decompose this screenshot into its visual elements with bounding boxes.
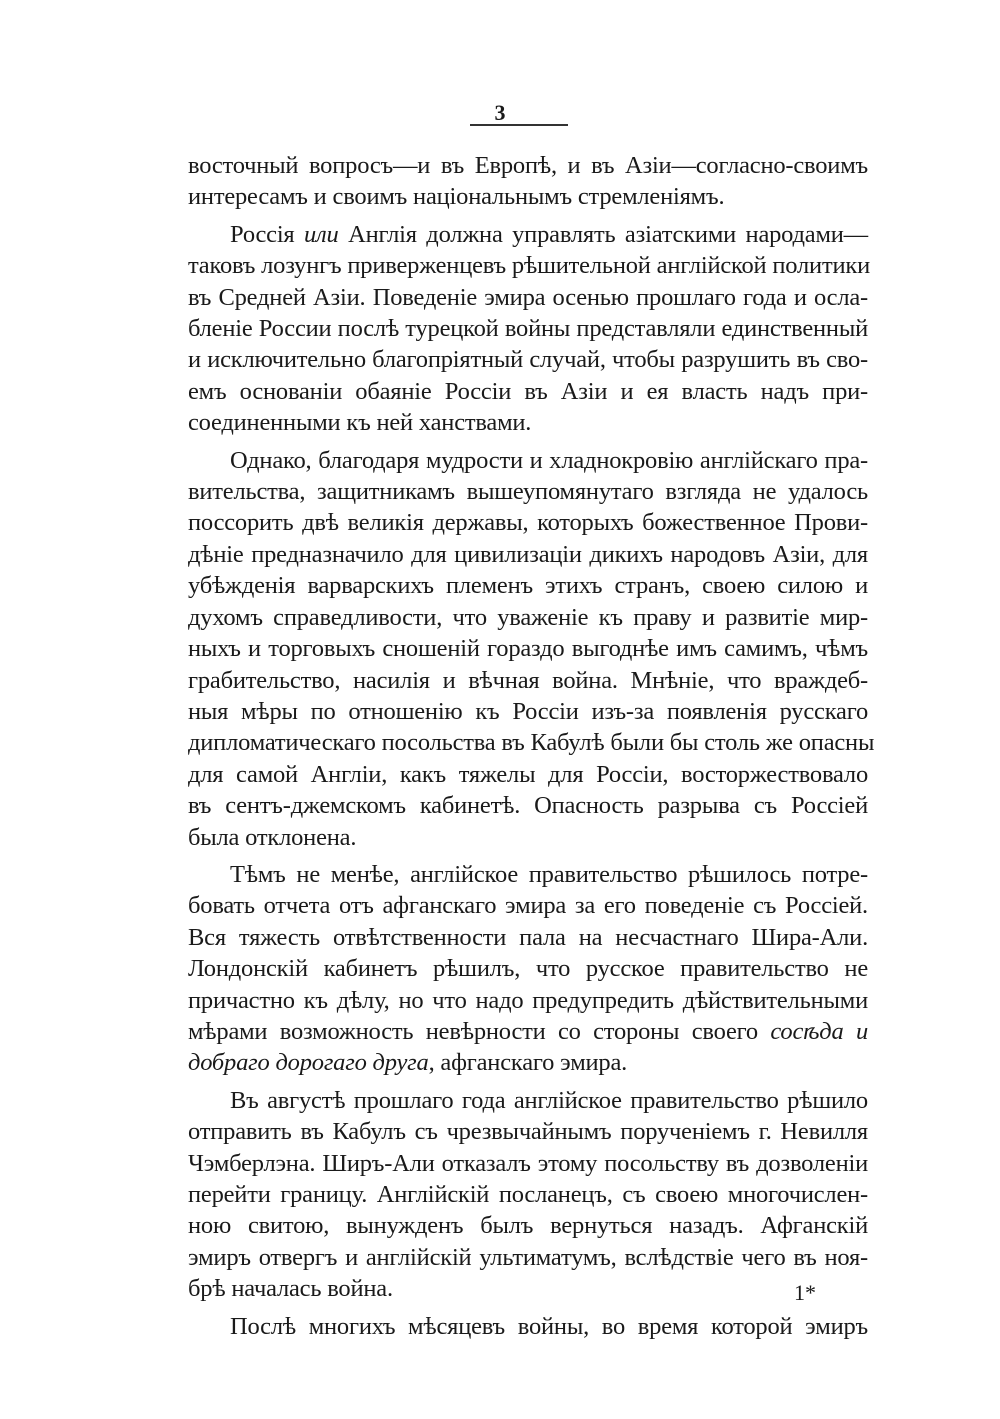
- text-line: [188, 1047, 868, 1078]
- text-line: бленіе России послѣ турецкой войны представляли единственный: [188, 315, 868, 343]
- text-line: причастно къ дѣлу, но что надо предупредить дѣйствительными: [188, 986, 868, 1014]
- text-line: Вся тяжесть отвѣтственности пала на несчастнаго Шира-Али.: [188, 923, 868, 951]
- text-line: поссорить двѣ великія державы, которыхъ божественное Прови-: [188, 509, 868, 537]
- page-number: 3: [494, 100, 506, 125]
- text-line: [188, 219, 868, 250]
- paragraph-3: [188, 445, 875, 853]
- text-line: ною свитою, вынужденъ былъ вернуться назадъ. Афганскій: [188, 1212, 868, 1240]
- page-number-rule: [470, 124, 568, 126]
- paragraph-2: [188, 219, 871, 439]
- text-line: восточный вопросъ—и въ Европѣ, и въ Азіи—согласно-своимъ: [188, 152, 868, 179]
- text-line: была отклонена.: [188, 823, 357, 851]
- text-run: , афганскаго эмира.: [428, 1049, 628, 1077]
- text-line: въ сентъ-джемскомъ кабинетѣ. Опасность разрыва съ Россіей: [188, 792, 868, 820]
- italic-text-run: добраго дорогаго друга: [188, 1049, 429, 1077]
- text-line: убѣжденія варварскихъ племенъ этихъ странъ, своею силою и: [188, 572, 868, 600]
- text-line: въ Средней Азіи. Поведеніе эмира осенью прошлаго года и осла-: [188, 283, 868, 311]
- text-line: Чэмберлэна. Ширъ-Али отказалъ этому посольству въ дозволеніи: [188, 1149, 868, 1177]
- paragraph-6: [188, 1311, 868, 1342]
- text-line: соединенными къ ней ханствами.: [188, 409, 532, 437]
- paragraph-5: [188, 1085, 868, 1305]
- text-line: емъ основаніи обаяніе Россіи въ Азіи и ея власть надъ при-: [188, 377, 868, 405]
- text-line: интересамъ и своимъ національнымъ стремленіямъ.: [188, 183, 725, 211]
- text-line: дипломатическаго посольства въ Кабулѣ были бы столь же опасны: [188, 729, 875, 757]
- text-line: духомъ справедливости, что уваженіе къ праву и развитіе мир-: [188, 603, 868, 631]
- text-line: бовать отчета отъ афганскаго эмира за его поведеніе съ Россіей.: [188, 892, 868, 920]
- italic-text-run: сосѣда и: [770, 1017, 868, 1045]
- text-line: таковъ лозунгъ приверженцевъ рѣшительной англійской политики: [188, 252, 871, 280]
- text-line: Послѣ многихъ мѣсяцевъ войны, во время которой эмиръ: [230, 1312, 868, 1340]
- text-line: ныхъ и торговыхъ сношеній гораздо выгоднѣе имъ самимъ, чѣмъ: [188, 635, 868, 663]
- text-line: для самой Англіи, какъ тяжелы для Россіи, восторжествовало: [188, 760, 868, 788]
- text-line: отправить въ Кабулъ съ чрезвычайнымъ порученіемъ г. Невилля: [188, 1118, 868, 1146]
- text-line: Тѣмъ не менѣе, англійское правительство рѣшилось потре-: [230, 860, 868, 888]
- paragraph-1: [188, 150, 868, 213]
- text-line: Лондонскій кабинетъ рѣшилъ, что русское правительство не: [188, 955, 868, 983]
- text-run: мѣрами возможность невѣрности со стороны своего: [188, 1017, 771, 1045]
- signature-mark: 1*: [794, 1280, 816, 1305]
- text-run: Россія: [230, 220, 304, 248]
- text-line: [188, 1016, 868, 1047]
- body-text: [188, 150, 875, 1342]
- text-line: ныя мѣры по отношенію къ Россіи изъ-за появленія русскаго: [188, 697, 868, 725]
- paragraph-4: [188, 859, 868, 1079]
- text-line: Однако, благодаря мудрости и хладнокровію англійскаго пра-: [230, 446, 868, 474]
- text-line: брѣ началась война.: [188, 1275, 393, 1303]
- text-line: эмиръ отвергъ и англійскій ультиматумъ, вслѣдствіе чего въ ноя-: [188, 1243, 868, 1271]
- text-line: дѣніе предназначило для цивилизаціи дикихъ народовъ Азіи, для: [188, 540, 868, 568]
- text-line: Въ августѣ прошлаго года англійское правительство рѣшило: [230, 1086, 868, 1114]
- text-line: вительства, защитникамъ вышеупомянутаго взгляда не удалось: [188, 478, 868, 506]
- text-run: Англія должна управлять азіатскими народами—: [338, 220, 868, 248]
- italic-text-run: или: [304, 220, 339, 248]
- text-line: перейти границу. Англійскій посланецъ, съ своею многочислен-: [188, 1181, 868, 1208]
- text-line: и исключительно благопріятный случай, чтобы разрушить въ сво-: [188, 346, 868, 374]
- text-line: грабительство, насилія и вѣчная война. Мнѣніе, что враждеб-: [188, 666, 868, 694]
